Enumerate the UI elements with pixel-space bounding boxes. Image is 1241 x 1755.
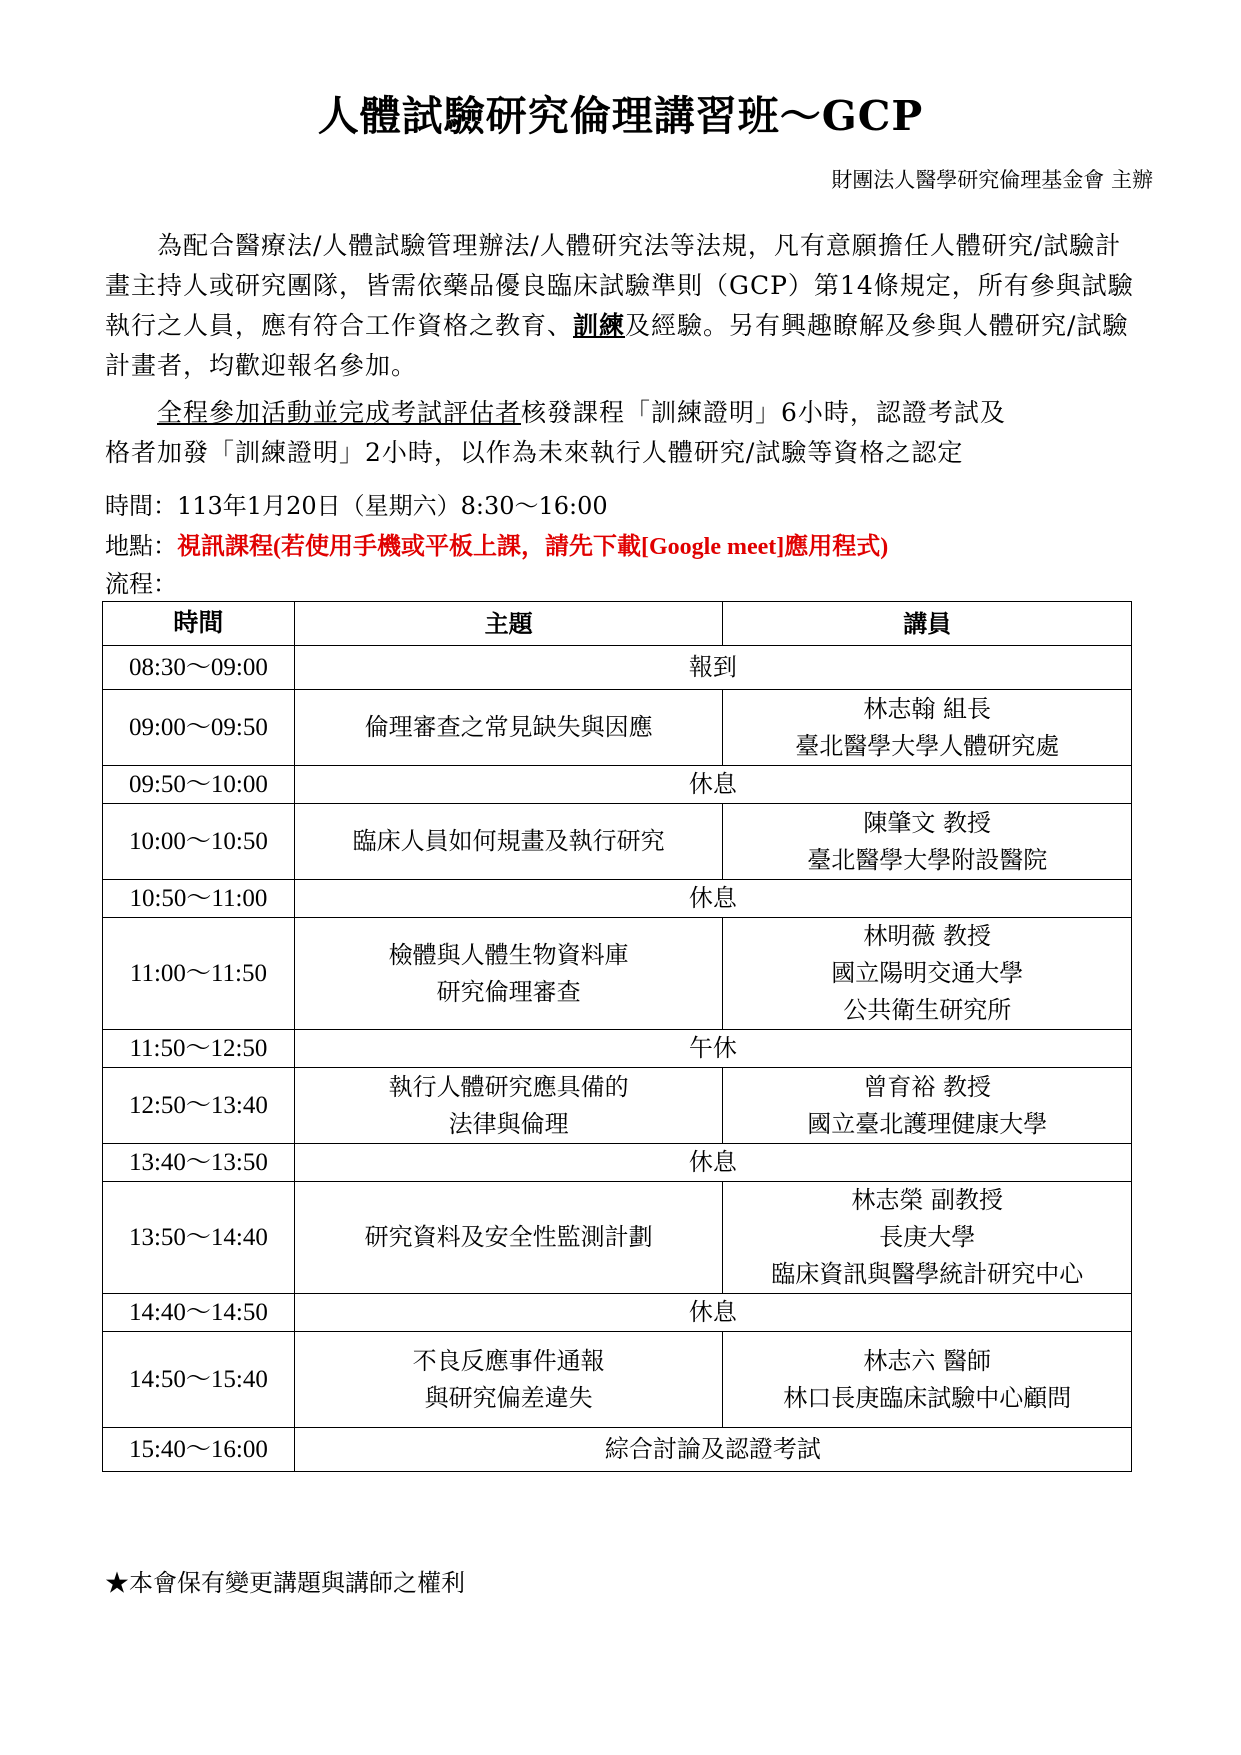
time-cell: 13:40～13:50 [103, 1144, 295, 1182]
disclaimer-note: ★本會保有變更講題與講師之權利 [105, 1569, 465, 1597]
topic-line: 法律與倫理 [448, 1109, 569, 1138]
topic-line: 研究資料及安全性監測計劃 [364, 1223, 653, 1251]
speaker-line: 林口長庚臨床試驗中心顧問 [783, 1383, 1072, 1412]
table-row [103, 1144, 1132, 1182]
time-cell: 14:40～14:50 [103, 1294, 295, 1332]
time-cell: 15:40～16:00 [103, 1428, 295, 1472]
merged-cell: 午休 [294, 1030, 1131, 1068]
speaker-cell [723, 690, 1132, 766]
table-row [103, 804, 1132, 880]
topic-line: 臨床人員如何規畫及執行研究 [352, 827, 665, 855]
speaker-cell [723, 804, 1132, 880]
header-time: 時間 [103, 602, 295, 646]
time-cell: 13:50～14:40 [103, 1182, 295, 1294]
speaker-line: 公共衛生研究所 [843, 996, 1012, 1024]
merged-cell: 休息 [294, 1144, 1131, 1182]
table-row [103, 1332, 1132, 1428]
speaker-line: 長庚大學 [879, 1223, 976, 1251]
table-row [103, 1294, 1132, 1332]
speaker-line: 臨床資訊與醫學統計研究中心 [771, 1260, 1084, 1288]
speaker-line: 林明薇 教授 [863, 922, 992, 950]
table-row [103, 766, 1132, 804]
event-place [105, 530, 888, 563]
place-value: 視訊課程(若使用手機或平板上課，請先下載[Google meet]應用程式) [177, 534, 889, 560]
speaker-line: 林志翰 組長 [863, 694, 992, 723]
speaker-line: 陳肇文 教授 [863, 808, 992, 837]
certificate-condition: 全程參加活動並完成考試評估者 [157, 398, 522, 427]
speaker-cell [723, 1332, 1132, 1428]
event-time: 時間：113年1月20日（星期六）8:30～16:00 [105, 492, 608, 520]
header-speaker: 講員 [723, 602, 1132, 646]
table-row [103, 1068, 1132, 1144]
header-topic: 主題 [294, 602, 723, 646]
merged-cell: 休息 [294, 766, 1131, 804]
merged-cell: 綜合討論及認證考試 [294, 1428, 1131, 1472]
speaker-line: 林志六 醫師 [863, 1346, 992, 1375]
speaker-line: 國立臺北護理健康大學 [807, 1109, 1048, 1138]
speaker-cell [723, 1182, 1132, 1294]
topic-line: 與研究偏差違失 [424, 1383, 593, 1412]
schedule-table [102, 601, 1132, 1472]
table-row [103, 918, 1132, 1030]
time-cell: 14:50～15:40 [103, 1332, 295, 1428]
certificate-text-1: 核發課程「訓練證明」6小時，認證考試及 [521, 398, 1006, 427]
intro-text-a: 為配合醫療法/人體試驗管理辦法/人體研究法等法規，凡有意願擔任人體研究/試驗計畫主持人或研究團隊，皆需依藥品優良臨床試驗準則（GCP）第14條規定，所有參與試驗執行之人員，應有符合工作資格之教育、 [105, 231, 1134, 340]
speaker-line: 臺北醫學大學人體研究處 [795, 731, 1060, 760]
time-cell: 08:30～09:00 [103, 646, 295, 690]
time-cell: 11:00～11:50 [103, 918, 295, 1030]
table-header-row [103, 602, 1132, 646]
table-row [103, 1030, 1132, 1068]
time-cell: 09:50～10:00 [103, 766, 295, 804]
time-cell: 09:00～09:50 [103, 690, 295, 766]
table-row [103, 1182, 1132, 1294]
merged-cell: 休息 [294, 1294, 1131, 1332]
topic-line: 倫理審查之常見缺失與因應 [364, 713, 653, 741]
topic-line: 執行人體研究應具備的 [388, 1072, 629, 1101]
topic-cell [294, 1182, 723, 1294]
merged-cell: 報到 [294, 646, 1131, 690]
speaker-cell [723, 1068, 1132, 1144]
intro-paragraph-1 [105, 226, 1145, 386]
topic-cell [294, 1068, 723, 1144]
speaker-line: 林志榮 副教授 [851, 1186, 1004, 1214]
topic-cell [294, 1332, 723, 1428]
speaker-line: 臺北醫學大學附設醫院 [807, 845, 1048, 874]
topic-line: 研究倫理審查 [436, 977, 581, 1006]
table-row [103, 646, 1132, 690]
topic-cell [294, 690, 723, 766]
intro-text-bold: 訓練 [573, 311, 626, 340]
topic-cell [294, 804, 723, 880]
table-row [103, 690, 1132, 766]
time-cell: 11:50～12:50 [103, 1030, 295, 1068]
topic-line: 檢體與人體生物資料庫 [388, 940, 629, 969]
intro-text-b: 及經驗。另有興趣瞭解及參與人體研究/試驗計畫者，均歡迎報名參加。 [105, 311, 1129, 380]
certificate-text-2: 格者加發「訓練證明」2小時，以作為未來執行人體研究/試驗等資格之認定 [105, 438, 964, 467]
time-cell: 12:50～13:40 [103, 1068, 295, 1144]
flow-label: 流程： [105, 570, 177, 598]
speaker-line: 曾育裕 教授 [863, 1072, 992, 1101]
intro-paragraph-2 [105, 393, 1145, 473]
topic-line: 不良反應事件通報 [412, 1346, 605, 1375]
page-title: 人體試驗研究倫理講習班～GCP [317, 92, 924, 140]
table-row [103, 1428, 1132, 1472]
time-cell: 10:00～10:50 [103, 804, 295, 880]
organizer-line: 財團法人醫學研究倫理基金會 主辦 [831, 168, 1153, 192]
table-row [103, 880, 1132, 918]
speaker-line: 國立陽明交通大學 [831, 959, 1024, 987]
merged-cell: 休息 [294, 880, 1131, 918]
speaker-cell [723, 918, 1132, 1030]
time-cell: 10:50～11:00 [103, 880, 295, 918]
topic-cell [294, 918, 723, 1030]
place-label: 地點： [105, 532, 177, 560]
